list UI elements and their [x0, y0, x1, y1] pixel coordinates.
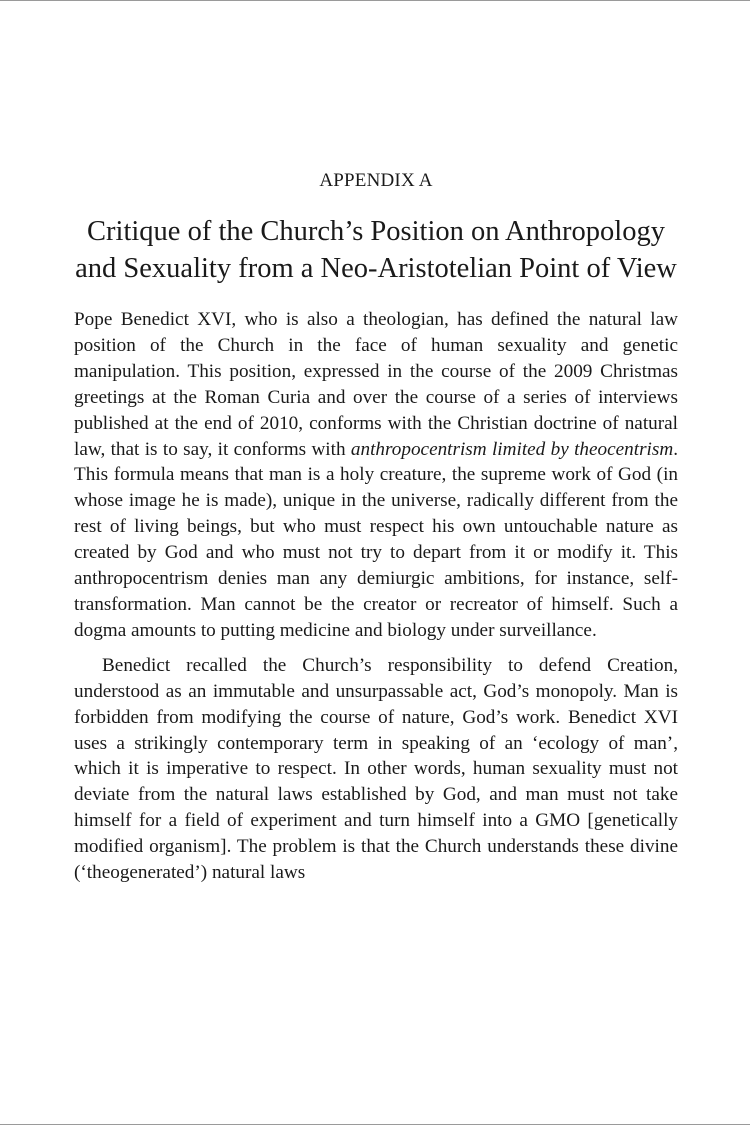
paragraph-1-text-start: Pope Benedict XVI, who is also a theologian, has defined the natural law position of the Church in the face of human sexuality and genetic manipulation. This position, expressed in the course of the 2009 Christmas greetings at the Roman Curia and over the course of a series of interviews published at the end of 2010, conforms with the Christian doctrine of natural law, that is to say, it conforms with	[74, 309, 678, 460]
body-paragraph-2: Benedict recalled the Church’s responsibility to defend Creation, understood as an immutable and unsurpassable act, God’s monopoly. Man is forbidden from modifying the course of nature, God’s work. Benedict XVI uses a strikingly contemporary term in speaking of an ‘ecology of man’, which it is imperative to respect. In other words, human sexuality must not deviate from the natural laws established by God, and man must not take himself for a field of experiment and turn himself into a GMO [genetically modified organism]. The problem is that the Church understands these divine (‘theogenerated’) natural laws	[74, 654, 678, 884]
page-top-edge	[0, 0, 750, 1]
chapter-title: Critique of the Church’s Position on Anthropology and Sexuality from a Neo-Aristotelian Point of View	[75, 216, 677, 284]
paragraph-1-text-end: . This formula means that man is a holy creature, the supreme work of God (in whose image he is made), unique in the universe, radically different from the rest of living beings, but who must respect his own untouchable nature as created by God and who must not try to depart from it or modify it. This anthropocentrism denies man any demiurgic ambitions, for instance, self-transformation. Man cannot be the creator or recreator of himself. Such a dogma amounts to putting medicine and biology under surveillance.	[74, 438, 678, 641]
appendix-label: APPENDIX A	[319, 170, 433, 191]
document-page	[74, 168, 678, 886]
body-paragraph-1	[74, 307, 678, 644]
paragraph-1-italic-phrase: anthropocentrism limited by theocentrism	[350, 438, 674, 460]
page-bottom-edge	[0, 1124, 750, 1125]
